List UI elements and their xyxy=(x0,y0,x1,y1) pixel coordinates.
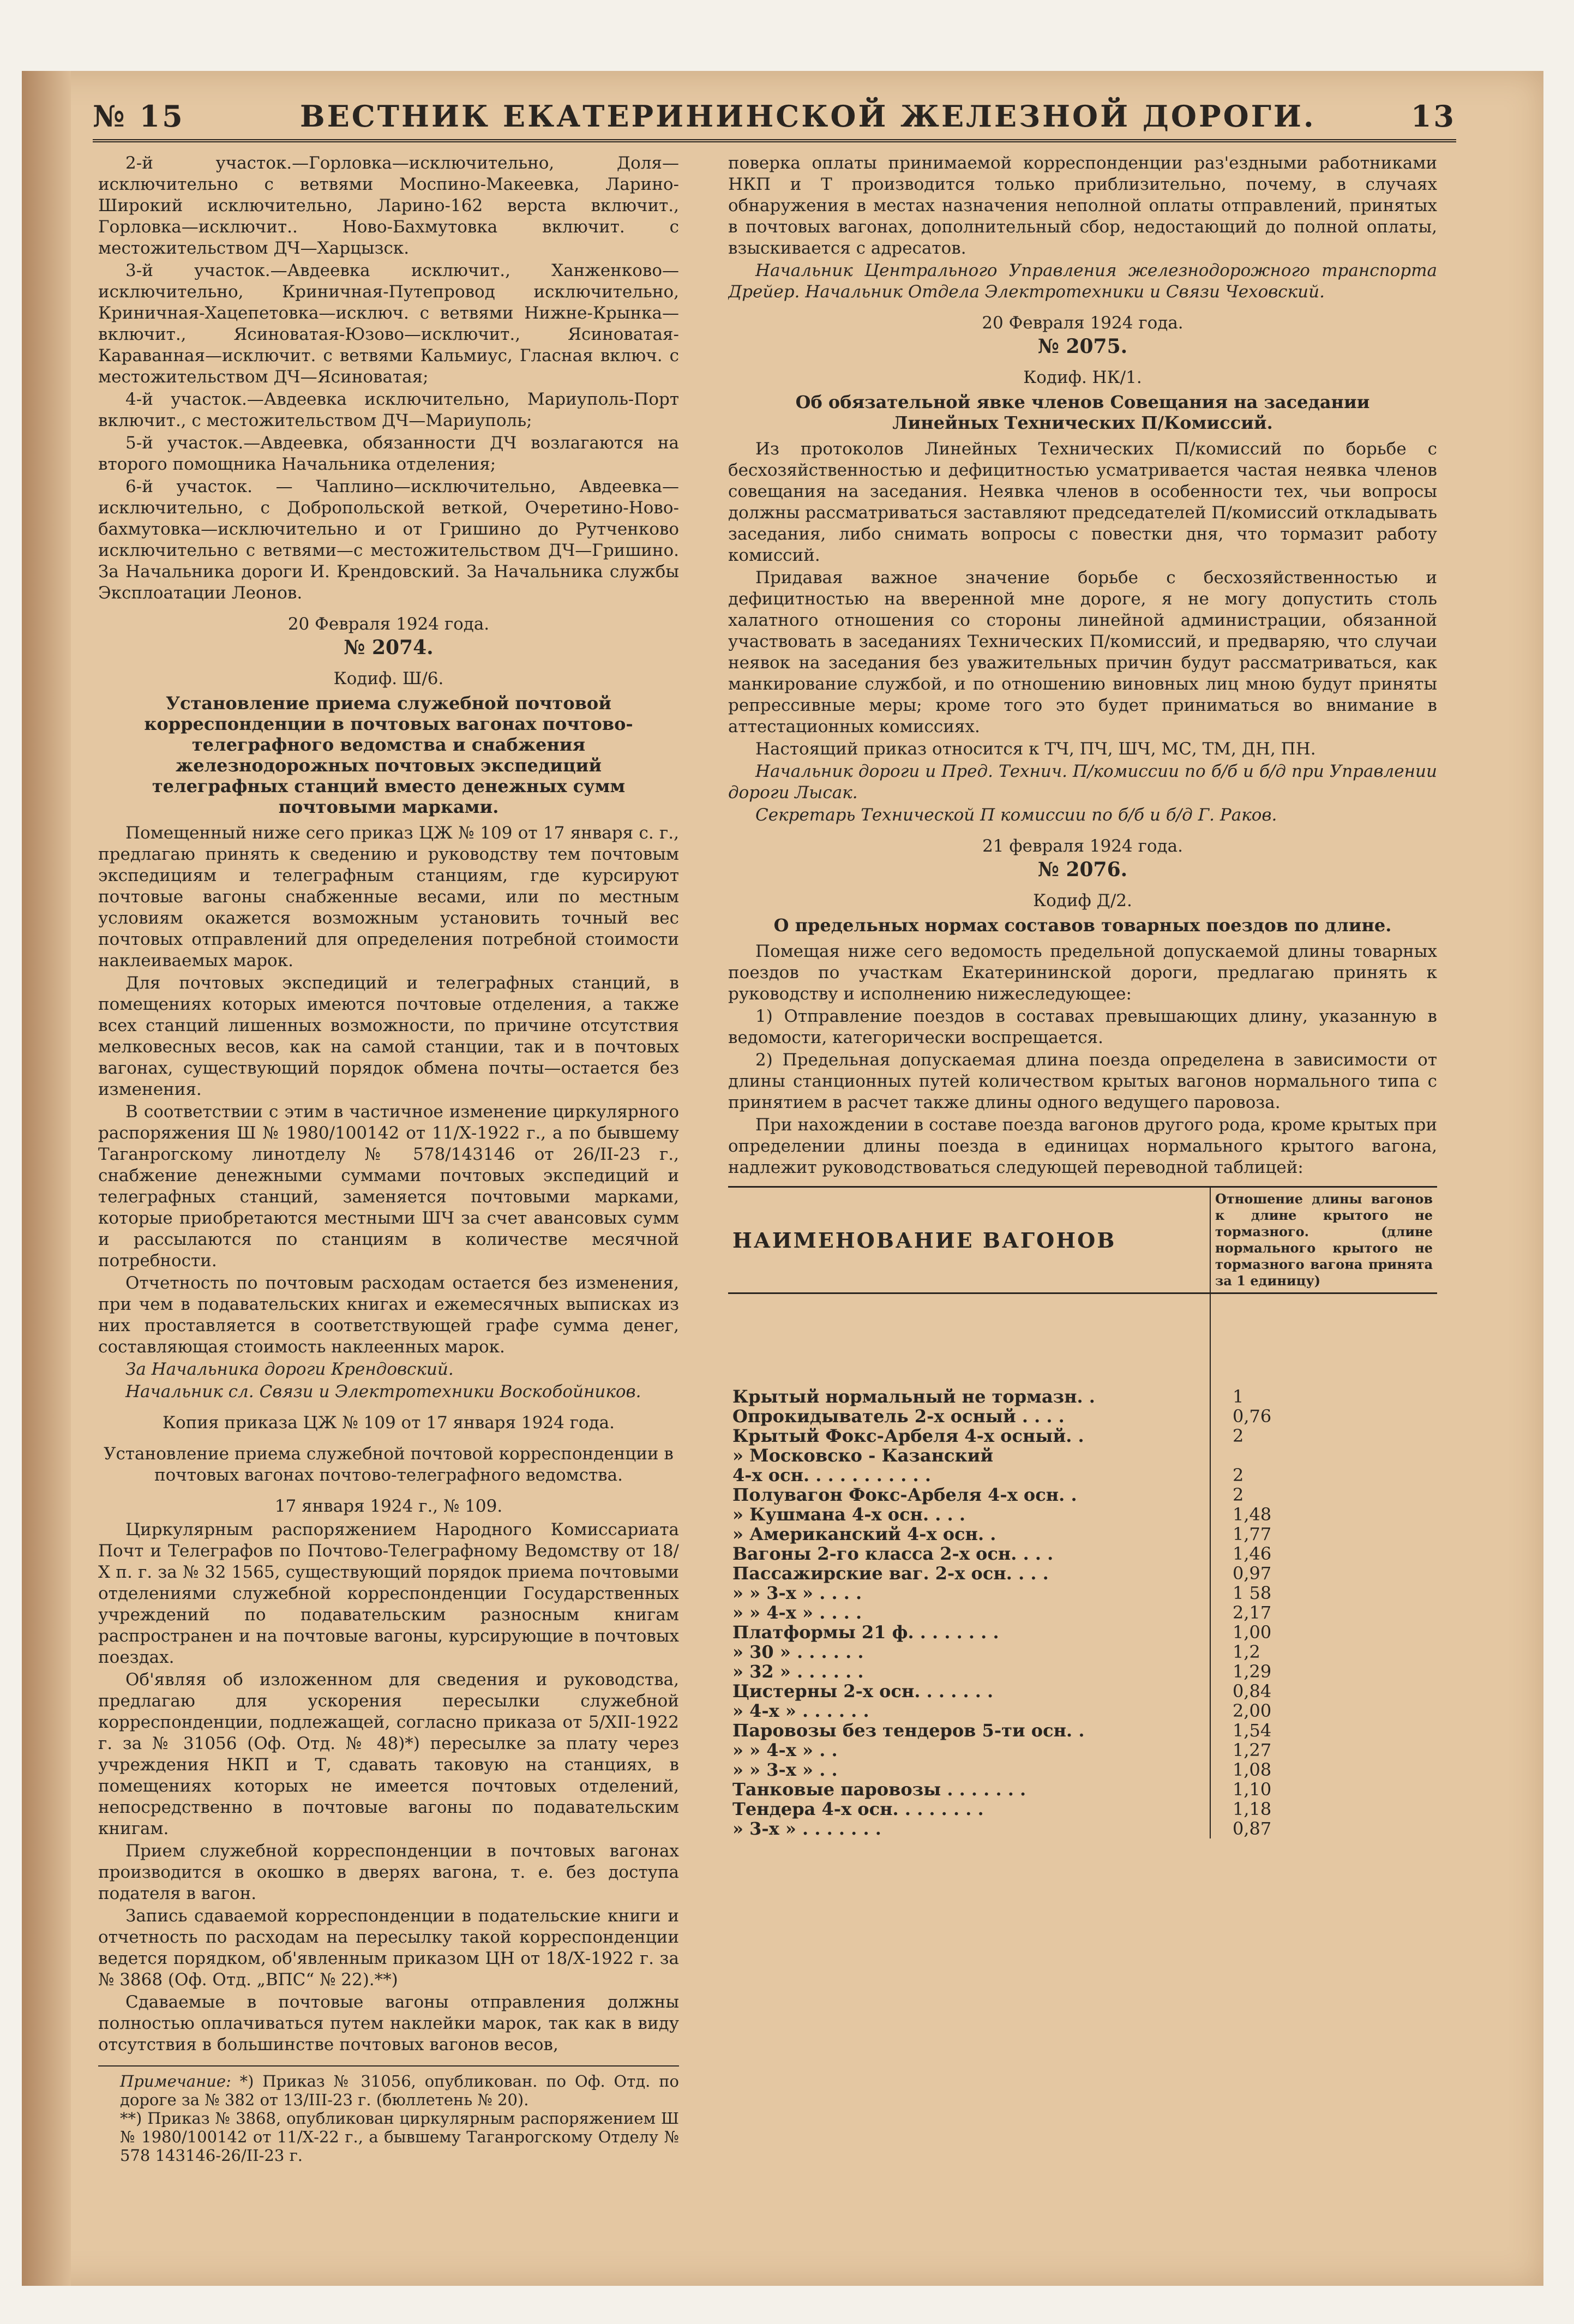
order-number: № 2076. xyxy=(1037,858,1128,881)
wagon-ratio-cell: 2 xyxy=(1233,1465,1244,1486)
wagon-ratio-cell: 1,29 xyxy=(1233,1661,1272,1682)
footnote-line: *) Приказ № 31056, опубликован. по Оф. Отд. по дороге за № 382 от 13/III-23 г. (бюллетень № 20). xyxy=(120,2072,679,2109)
paragraph: Помещая ниже сего ведомость предельной допускаемой длины товарных поездов по участкам Екатерининской дороги, предлагаю принять к руководству и исполнению нижеследующее: xyxy=(728,942,1437,1004)
wagon-ratio-cell: 1,10 xyxy=(1233,1779,1272,1800)
wagon-ratio-cell: 1,54 xyxy=(1233,1720,1272,1741)
wagon-name-cell: » » 3-х » . . . . xyxy=(728,1583,1210,1603)
table-row xyxy=(728,1603,1437,1622)
copy-title: Копия приказа ЦЖ № 109 от 17 января 1924 года. xyxy=(162,1413,615,1433)
wagon-conversion-table xyxy=(728,1186,1437,1838)
table-row xyxy=(728,1799,1437,1819)
paragraph: 2-й участок.—Горловка—исключительно, Доля—исключительно с ветвями Моспино-Макеевка, Ларино-Широкий исключительно, Ларино-162 верста включит., Горловка—исключит.. Ново-Бахмутовка включит. с местожительством ДЧ—Харцызск. xyxy=(98,153,679,258)
wagon-ratio-cell: 0,84 xyxy=(1233,1681,1272,1702)
wagon-ratio-cell: 1,48 xyxy=(1233,1504,1272,1525)
footnote-line: **) Приказ № 3868, опубликован циркулярным распоряжением Ш № 1980/100142 от 11/Х-22 г., а бывшему Таганрогскому Отделу № 578 143146-26/II-23 г. xyxy=(120,2109,679,2165)
wagon-name-cell: Платформы 21 ф. . . . . . . . xyxy=(728,1622,1210,1642)
wagon-ratio-cell: 0,97 xyxy=(1233,1563,1272,1584)
table-row xyxy=(728,1544,1437,1564)
wagon-ratio-cell: 1,27 xyxy=(1233,1740,1272,1760)
signature: Секретарь Технической П комиссии по б/б и б/д Г. Раков. xyxy=(755,805,1277,825)
wagon-name-cell: » 30 » . . . . . . xyxy=(728,1642,1210,1662)
wagon-ratio-cell: 2 xyxy=(1233,1484,1244,1505)
wagon-name-cell: » 3-х » . . . . . . . xyxy=(728,1819,1210,1838)
right-column xyxy=(728,153,1437,2182)
table-row xyxy=(728,1622,1437,1642)
wagon-name-cell: » » 4-х » . . xyxy=(728,1740,1210,1760)
table-row xyxy=(728,1564,1437,1583)
wagon-ratio-cell: 1,46 xyxy=(1233,1543,1272,1564)
table-row xyxy=(728,1583,1437,1603)
paragraph: Из протоколов Линейных Технических П/комиссий по борьбе с бесхозяйственностью и дефицитностью усматривается частая неявка членов совещания на заседания. Неявка членов в особенности тех, чьи вопросы должны рассматриваться заставляют председателей П/комиссий откладывать заседания, либо снимать вопросы с повестки дня, что тормазит работу комиссий. xyxy=(728,439,1437,565)
paragraph: Запись сдаваемой корреспонденции в подательские книги и отчетность по расходам на пересылку такой корреспонденции ведется порядком, об'явленным приказом ЦН от 18/Х-1922 г. за № 3868 (Оф. Отд. „ВПС“ № 22).**) xyxy=(98,1906,679,1990)
table-row xyxy=(728,1760,1437,1780)
paragraph: 2) Предельная допускаемая длина поезда определена в зависимости от длины станционных путей количеством крытых вагонов нормального типа с принятием в расчет также длины одного ведущего паровоза. xyxy=(728,1050,1437,1112)
paragraph: 3-й участок.—Авдеевка исключит., Ханженково—исключительно, Криничная-Путепровод исключительно, Криничная-Хацепетовка—исключ. с ветвями Нижне-Крынка—включит., Ясиноватая-Юзово—исключит., Ясиноватая-Караванная—исключит. с ветвями Кальмиус, Гласная включ. с местожительством ДЧ—Ясиноватая; xyxy=(98,261,679,387)
wagon-name-cell: » » 3-х » . . xyxy=(728,1760,1210,1780)
wagon-name-cell: » Московско - Казанский xyxy=(728,1446,1210,1465)
table-row xyxy=(728,1446,1437,1465)
wagon-ratio-cell: 0,87 xyxy=(1233,1818,1272,1839)
wagon-ratio-cell: 2 xyxy=(1233,1425,1244,1446)
wagon-ratio-cell: 1,18 xyxy=(1233,1799,1272,1819)
footnote-label: Примечание: xyxy=(120,2072,231,2091)
order-date: 21 февраля 1924 года. xyxy=(982,836,1183,856)
wagon-ratio-cell: 2,17 xyxy=(1233,1602,1272,1623)
page-header xyxy=(93,95,1456,142)
table-row xyxy=(728,1406,1437,1426)
order-number: № 2075. xyxy=(1037,335,1128,358)
paragraph: Сдаваемые в почтовые вагоны отправления должны полностью оплачиваться путем наклейки марок, так как в виду отсутствия в большинстве почтовых вагонов весов, xyxy=(98,1992,679,2055)
wagon-name-cell: Танковые паровозы . . . . . . . xyxy=(728,1780,1210,1799)
wagon-name-cell: » Кушмана 4-х осн. . . . xyxy=(728,1505,1210,1524)
paragraph: поверка оплаты принимаемой корреспонденции раз'ездными работниками НКП и Т производится только приблизительно, почему, в случаях обнаружения в местах назначения неполной оплаты отправлений, принятых в почтовых вагонах, дополнительный сбор, недостающий до полной оплаты, взыскивается с адресатов. xyxy=(728,153,1437,258)
wagon-name-cell: Паровозы без тендеров 5-ти осн. . xyxy=(728,1721,1210,1740)
wagon-ratio-cell: 2,00 xyxy=(1233,1700,1272,1721)
signature: Начальник сл. Связи и Электротехники Воскобойников. xyxy=(125,1382,641,1401)
paragraph: 1) Отправление поездов в составах превышающих длину, указанную в ведомости, категорически воспрещается. xyxy=(728,1007,1437,1047)
wagon-name-cell: » » 4-х » . . . . xyxy=(728,1603,1210,1622)
paragraph: В соответствии с этим в частичное изменение циркулярного распоряжения Ш № 1980/100142 от 11/Х-1922 г., а по бывшему Таганрогскому линотделу № 578/143146 от 26/II-23 г., снабжение денежными суммами почтовых экспедиций и телеграфных станций, заменяется почтовыми марками, которые приобретаются местными ШЧ за счет авансовых сумм и рассылаются по станциям в количестве месячной потребности. xyxy=(98,1102,679,1271)
wagon-name-cell: Пассажирские ваг. 2-х осн. . . . xyxy=(728,1564,1210,1583)
wagon-name-cell: Тендера 4-х осн. . . . . . . . xyxy=(728,1799,1210,1819)
wagon-name-cell: Крытый Фокс-Арбеля 4-х осный. . xyxy=(728,1426,1210,1446)
signature: Начальник Центрального Управления железнодорожного транспорта Дрейер. Начальник Отдела Электротехники и Связи Чеховский. xyxy=(728,261,1437,302)
wagon-name-cell: Опрокидыватель 2-х осный . . . . xyxy=(728,1406,1210,1426)
wagon-name-cell: » Американский 4-х осн. . xyxy=(728,1524,1210,1544)
order-date: 20 Февраля 1924 года. xyxy=(287,614,490,634)
order-codif: Кодиф. НК/1. xyxy=(1023,368,1142,387)
page-fold xyxy=(22,71,71,2286)
paragraph: Помещенный ниже сего приказ ЦЖ № 109 от 17 января с. г., предлагаю принять к сведению и руководству тем почтовым экспедициям и телеграфным станциям, где курсируют почтовые вагоны снабженные весами, или по местным условиям окажется возможным установить точный вес почтовых отправлений для определения потребной стоимости наклеиваемых марок. xyxy=(98,823,679,971)
copy-subtitle: Установление приема служебной почтовой корреспонденции в почтовых вагонах почтово-телеграфного ведомства. xyxy=(104,1444,674,1485)
table-row xyxy=(728,1465,1437,1485)
wagon-ratio-cell: 0,76 xyxy=(1233,1406,1272,1427)
paragraph: 6-й участок. — Чаплино—исключительно, Авдеевка—исключительно, с Добропольской веткой, Очеретино-Ново-бахмутовка—исключительно и от Гришино до Рутченково исключительно с ветвями—с местожительством ДЧ—Гришино. За Начальника дороги И. Крендовский. За Начальника службы Эксплоатации Леонов. xyxy=(98,477,679,603)
footnote xyxy=(98,2065,679,2165)
wagon-ratio-cell: 1,00 xyxy=(1233,1622,1272,1643)
table-row xyxy=(728,1485,1437,1505)
wagon-name-cell: » 4-х » . . . . . . xyxy=(728,1701,1210,1721)
copy-date: 17 января 1924 г., № 109. xyxy=(274,1496,503,1516)
paragraph: Настоящий приказ относится к ТЧ, ПЧ, ШЧ, МС, ТМ, ДН, ПН. xyxy=(755,739,1316,759)
order-codif: Кодиф Д/2. xyxy=(1033,891,1132,911)
order-heading: О предельных нормах составов товарных поездов по длине. xyxy=(773,915,1392,936)
table-body xyxy=(728,1293,1437,1839)
wagon-name-cell: » 32 » . . . . . . xyxy=(728,1662,1210,1681)
paragraph: Об'являя об изложенном для сведения и руководства, предлагаю для ускорения пересылки служебной корреспонденции, подлежащей, согласно приказа от 5/ХII-1922 г. за № 31056 (Оф. Отд. № 48)*) пересылке за плату через учреждения НКП и Т, сдавать таковую на станциях, в помещениях которых не имеется почтовых отделений, непосредственно в почтовые вагоны по подавательским книгам. xyxy=(98,1670,679,1838)
page-number: 13 xyxy=(1410,99,1456,134)
table-row xyxy=(728,1721,1437,1740)
paragraph: Прием служебной корреспонденции в почтовых вагонах производится в окошко в дверях вагона, т. е. без доступа подателя в вагон. xyxy=(98,1841,679,1903)
wagon-name-cell: Полувагон Фокс-Арбеля 4-х осн. . xyxy=(728,1485,1210,1505)
wagon-name-cell: Цистерны 2-х осн. . . . . . . xyxy=(728,1681,1210,1701)
table-row xyxy=(728,1662,1437,1681)
paragraph: Отчетность по почтовым расходам остается без изменения, при чем в подавательских книгах и ежемесячных выписках из них проставляется в соответствующей графе сумма денег, составляющая стоимость наклеенных марок. xyxy=(98,1273,679,1357)
signature: За Начальника дороги Крендовский. xyxy=(125,1359,454,1379)
table-row xyxy=(728,1780,1437,1799)
table-header-name: НАИМЕНОВАНИЕ ВАГОНОВ xyxy=(728,1187,1210,1293)
paragraph: 5-й участок.—Авдеевка, обязанности ДЧ возлагаются на второго помощника Начальника отделения; xyxy=(98,433,679,474)
order-codif: Кодиф. Ш/6. xyxy=(333,669,444,688)
order-date: 20 Февраля 1924 года. xyxy=(982,313,1183,333)
wagon-ratio-cell: 1 xyxy=(1233,1386,1244,1407)
table-row xyxy=(728,1701,1437,1721)
table-row xyxy=(728,1740,1437,1760)
paragraph: Циркулярным распоряжением Народного Комиссариата Почт и Телеграфов по Почтово-Телеграфному Ведомству от 18/Х п. г. за № 32 1565, существующий порядок приема почтовыми отделениями служебной корреспонденции Государственных учреждений по подавательским разносным книгам распространен и на почтовые вагоны, курсирующие в почтовых поездах. xyxy=(98,1520,679,1667)
paragraph: Для почтовых экспедиций и телеграфных станций, в помещениях которых имеются почтовые отделения, а также всех станций лишенных возможности, по причине отсутствия мелковесных весов, как на самой станции, так и в почтовых вагонах, существующий порядок обмена почты—остается без изменения. xyxy=(98,973,679,1099)
paragraph: При нахождении в составе поезда вагонов другого рода, кроме крытых при определении длины поезда в единицах нормального крытого вагона, надлежит руководствоваться следующей переводной таблицей: xyxy=(728,1115,1437,1177)
issue-number: № 15 xyxy=(93,99,185,134)
publication-title: ВЕСТНИК ЕКАТЕРИНИНСКОЙ ЖЕЛЕЗНОЙ ДОРОГИ. xyxy=(300,99,1316,134)
wagon-ratio-cell: 1,77 xyxy=(1233,1524,1272,1544)
wagon-ratio-cell: 1,2 xyxy=(1233,1642,1260,1662)
order-number: № 2074. xyxy=(344,636,434,659)
table-row xyxy=(728,1293,1437,1407)
table-row xyxy=(728,1505,1437,1524)
order-heading: Установление приема служебной почтовой корреспонденции в почтовых вагонах почтово-телеграфного ведомства и снабжения железнодорожных почтовых экспедиций телеграфных станций вместо денежных сумм почтовыми марками. xyxy=(144,693,633,817)
wagon-name-cell: 4-х осн. . . . . . . . . . . xyxy=(728,1465,1210,1485)
wagon-name-cell: Вагоны 2-го класса 2-х осн. . . . xyxy=(728,1544,1210,1564)
table-row xyxy=(728,1426,1437,1446)
order-heading: Об обязательной явке членов Совещания на заседании Линейных Технических П/Комиссий. xyxy=(795,392,1370,433)
table-row xyxy=(728,1819,1437,1838)
paragraph: 4-й участок.—Авдеевка исключительно, Мариуполь-Порт включит., с местожительством ДЧ—Мариуполь; xyxy=(98,390,679,430)
table-header-ratio: Отношение длины вагонов к длине крытого не тормазного. (длине нормального крытого не тормазного вагона принята за 1 единицу) xyxy=(1210,1187,1437,1293)
left-column xyxy=(98,153,679,2182)
table-row xyxy=(728,1524,1437,1544)
signature: Начальник дороги и Пред. Технич. П/комиссии по б/б и б/д при Управлении дороги Лысак. xyxy=(728,762,1437,802)
wagon-ratio-cell xyxy=(1210,1446,1437,1465)
table-row xyxy=(728,1642,1437,1662)
table-row xyxy=(728,1681,1437,1701)
paragraph: Придавая важное значение борьбе с бесхозяйственностью и дефицитностью на вверенной мне дороге, я не могу допустить столь халатного отношения со стороны линейной администрации, обязанной участвовать в заседаниях Технических П/комиссий, и предваряю, что случаи неявок на заседания без уважительных причин будут рассматриваться, как манкирование службой, и по отношению виновных лиц мною будут приняты репрессивные меры; кроме того это будет приниматься во внимание в аттестационных комиссиях. xyxy=(728,568,1437,736)
wagon-ratio-cell: 1 58 xyxy=(1233,1583,1272,1603)
wagon-ratio-cell: 1,08 xyxy=(1233,1759,1272,1780)
wagon-name-cell: Крытый нормальный не тормазн. . xyxy=(728,1293,1210,1407)
